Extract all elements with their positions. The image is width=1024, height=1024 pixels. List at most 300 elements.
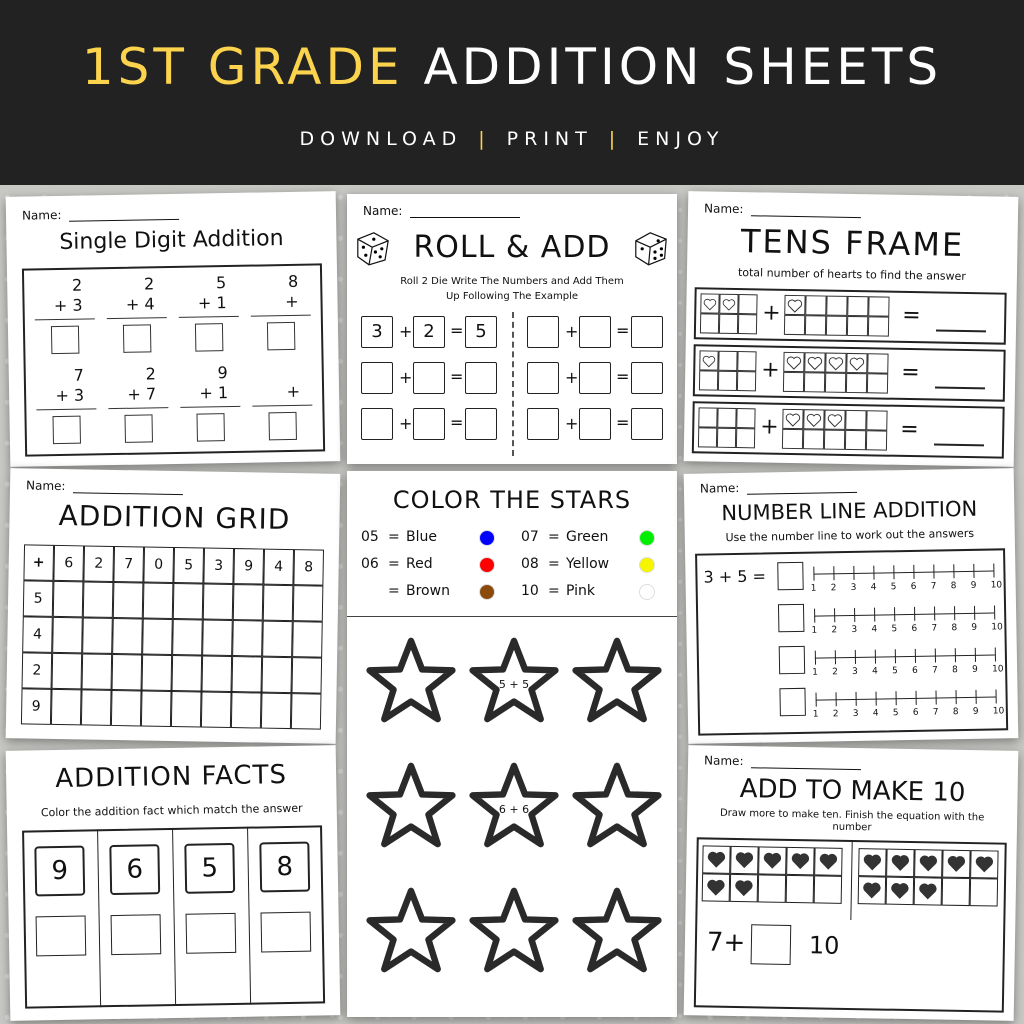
tick-label: 9 (972, 706, 979, 717)
banner-header (0, 0, 1024, 185)
tick-label: 2 (832, 709, 839, 720)
tick-label: 6 (912, 665, 918, 676)
plus-sign: + (565, 368, 579, 387)
tick-mark (895, 691, 896, 705)
answer-box[interactable] (124, 414, 152, 442)
worksheet-title: ADDITION FACTS (55, 759, 288, 795)
legend-color-name: Brown (406, 583, 450, 599)
star-shape[interactable] (468, 886, 560, 974)
frame-cell (866, 430, 887, 450)
star-shape[interactable] (365, 886, 457, 974)
answer-line[interactable] (934, 443, 984, 446)
tick-mark (995, 689, 996, 703)
name-field (22, 206, 180, 223)
star-shape[interactable] (468, 761, 560, 849)
number-line-axis (816, 696, 996, 700)
tick-mark (815, 651, 816, 665)
tagline-download: DOWNLOAD (299, 128, 463, 150)
plus-sign: + (760, 414, 779, 440)
tick-label: 1 (812, 709, 819, 720)
addend: + 4 (106, 294, 166, 319)
grid-header-cell: 9 (233, 548, 264, 585)
answer-box[interactable] (51, 326, 79, 354)
frame-cell (867, 353, 888, 373)
tick-label: 7 (931, 623, 938, 634)
grid-cell[interactable] (233, 584, 264, 621)
grid-cell[interactable] (291, 693, 322, 730)
grid-header-cell: 2 (83, 545, 114, 582)
tens-frame-row (692, 401, 1005, 458)
frame-cell (737, 371, 756, 391)
number-line (812, 686, 1005, 725)
frame-cell[interactable] (758, 874, 786, 902)
frame-cell[interactable] (702, 873, 730, 901)
answer-box[interactable] (195, 323, 223, 351)
grid-cell[interactable] (291, 657, 322, 694)
legend-color-name: Pink (566, 583, 596, 599)
answer-box[interactable] (527, 362, 559, 394)
tick-label: 1 (811, 625, 818, 636)
tick-mark (915, 649, 916, 663)
grid-cell[interactable] (232, 620, 263, 657)
frame-cell[interactable] (886, 877, 914, 905)
answer-box[interactable] (413, 408, 445, 440)
frame-cell (738, 314, 757, 334)
tens-frame-row (693, 344, 1006, 401)
equals-sign: = (901, 359, 920, 386)
star-shape[interactable] (468, 636, 560, 724)
tick-mark (894, 607, 895, 621)
frame-cell (718, 371, 737, 391)
answer-box[interactable] (631, 362, 663, 394)
addition-problem (252, 362, 313, 441)
frame-cell[interactable] (942, 878, 970, 906)
tick-mark (895, 649, 896, 663)
number-line-axis (814, 613, 994, 617)
answer-number-box: 8 (259, 842, 310, 893)
tick-label: 2 (831, 625, 838, 636)
addend: + (252, 382, 312, 407)
worksheet-add-to-make-10 (684, 745, 1019, 1021)
grid-header-cell: 2 (22, 652, 53, 689)
frame-cell[interactable] (970, 878, 998, 906)
frame-cell (719, 294, 738, 314)
name-field (700, 479, 858, 496)
grid-cell[interactable] (262, 657, 293, 694)
tick-mark (914, 607, 915, 621)
frame-cell (782, 429, 803, 449)
tick-label: 9 (970, 580, 977, 591)
ten-frame-left (699, 350, 757, 391)
grid-header-cell: 4 (263, 549, 294, 586)
frame-cell (736, 408, 755, 428)
grid-header-cell: 5 (173, 547, 204, 584)
tick-mark (834, 608, 835, 622)
equals-sign: = (902, 302, 921, 329)
grid-cell[interactable] (53, 581, 84, 618)
title-rest: ADDITION SHEETS (423, 38, 943, 96)
answer-box: 3 (361, 316, 393, 348)
equals-sign: = (900, 416, 919, 443)
name-field (704, 201, 862, 218)
addend: + 3 (36, 385, 96, 410)
tick-label: 3 (852, 666, 858, 677)
frame-cell (847, 316, 868, 336)
grid-cell[interactable] (263, 585, 294, 622)
addend: 7 (73, 365, 84, 385)
frame-cell (804, 372, 825, 392)
grid-cell[interactable] (82, 617, 113, 654)
frame-cell (866, 410, 887, 430)
answer-box[interactable] (777, 562, 803, 590)
name-label: Name: (699, 480, 740, 496)
grid-cell[interactable] (111, 690, 142, 727)
frame-cell (824, 410, 845, 430)
answer-box[interactable] (631, 316, 663, 348)
tick-label: 3 (851, 624, 858, 635)
grid-cell[interactable] (83, 581, 114, 618)
answer-box[interactable] (267, 322, 295, 350)
tick-mark (935, 649, 936, 663)
addition-problem (34, 275, 95, 354)
grid-cell[interactable] (171, 691, 202, 728)
worksheet-subtitle: Draw more to make ten. Finish the equation with the number (719, 807, 985, 834)
number-line-axis (813, 571, 993, 575)
answer-box[interactable] (779, 688, 805, 716)
frame-cell (699, 350, 718, 370)
equation-text: 7+ (706, 927, 746, 959)
answer-box[interactable] (779, 646, 805, 674)
frame-cell (846, 353, 867, 373)
worksheet-title: ADDITION GRID (58, 498, 291, 537)
equals-sign: = (450, 367, 464, 386)
tick-label: 10 (992, 664, 1004, 675)
frame-cell[interactable] (914, 877, 942, 905)
tick-mark (856, 692, 857, 706)
tick-label: 7 (932, 665, 938, 676)
frame-cell[interactable] (970, 850, 998, 878)
star-label: 6 + 6 (498, 803, 530, 816)
star-shape[interactable] (365, 636, 457, 724)
addition-problem (178, 273, 239, 352)
equals-sign: = (616, 321, 630, 340)
legend-equals: = (388, 556, 400, 572)
tick-mark (813, 567, 814, 581)
grid-header-cell: 9 (21, 688, 52, 725)
name-field (26, 478, 184, 495)
star-shape[interactable] (571, 761, 663, 849)
grid-header-cell: 5 (23, 580, 54, 617)
frame-cell (846, 373, 867, 393)
answer-box[interactable] (268, 412, 296, 440)
tick-label: 1 (812, 667, 818, 678)
frame-cell (700, 313, 719, 333)
legend-number: 10 (521, 583, 539, 599)
grid-cell[interactable] (51, 689, 82, 726)
tick-label: 8 (952, 707, 959, 718)
fact-box[interactable] (186, 913, 237, 954)
tick-mark (854, 608, 855, 622)
equals-sign: = (616, 367, 630, 386)
grid-cell[interactable] (203, 584, 234, 621)
worksheet-subtitle: Use the number line to work out the answers (725, 526, 975, 545)
frame-cell (698, 427, 717, 447)
answer-box[interactable] (53, 416, 81, 444)
ten-frame-left (700, 293, 758, 334)
tick-label: 5 (891, 624, 898, 635)
tick-mark (915, 691, 916, 705)
tick-label: 3 (852, 708, 859, 719)
frame-cell[interactable] (858, 876, 886, 904)
frame-cell (718, 351, 737, 371)
frame-cell (824, 430, 845, 450)
frame-cell (784, 315, 805, 335)
worksheet-addition-grid (6, 468, 341, 744)
tick-label: 7 (930, 581, 937, 592)
legend-equals: = (548, 529, 560, 545)
tick-label: 10 (991, 622, 1003, 633)
problem-text: 3 + 5 = (703, 566, 767, 587)
tick-label: 2 (830, 583, 837, 594)
star-shape[interactable] (571, 886, 663, 974)
tagline-print: PRINT (506, 128, 593, 150)
tens-frame-row (694, 287, 1007, 344)
answer-line[interactable] (936, 329, 986, 332)
name-label: Name: (363, 204, 403, 218)
tick-mark (873, 566, 874, 580)
plus-sign: + (761, 357, 780, 383)
answer-number-box: 5 (184, 843, 235, 894)
tick-mark (974, 606, 975, 620)
instruction-line-2: Up Following The Example (445, 291, 579, 302)
tick-label: 6 (911, 623, 918, 634)
answer-line[interactable] (935, 386, 985, 389)
legend-color-name: Green (566, 529, 609, 545)
frame-cell (698, 407, 717, 427)
tick-mark (913, 565, 914, 579)
grid-cell[interactable] (141, 690, 172, 727)
grid-header-cell: 0 (143, 546, 174, 583)
addition-problem (250, 272, 311, 351)
separator: | (478, 128, 491, 150)
legend-equals: = (548, 556, 560, 572)
frame-cell (868, 316, 889, 336)
tick-mark (874, 608, 875, 622)
separator: | (608, 128, 622, 150)
addition-problem (108, 364, 169, 443)
tick-mark (833, 566, 834, 580)
tagline (0, 128, 1024, 150)
addend: + (250, 292, 310, 317)
legend-number: 06 (361, 556, 379, 572)
frame-cell (804, 352, 825, 372)
tick-label: 9 (972, 664, 978, 675)
frame-cell (826, 316, 847, 336)
tick-mark (935, 691, 936, 705)
grid-cell[interactable] (173, 583, 204, 620)
fact-box[interactable] (36, 916, 87, 957)
answer-box[interactable] (123, 324, 151, 352)
tick-mark (973, 564, 974, 578)
answer-box[interactable] (465, 362, 497, 394)
grid-cell[interactable] (172, 619, 203, 656)
tick-mark (893, 565, 894, 579)
answer-box[interactable] (778, 604, 804, 632)
fact-box[interactable] (261, 912, 312, 953)
frame-cell[interactable] (786, 875, 814, 903)
legend-color-name: Blue (406, 529, 437, 545)
grid-cell[interactable] (232, 656, 263, 693)
grid-cell[interactable] (143, 582, 174, 619)
grid-header-cell: 4 (22, 616, 53, 653)
ten-frame-right (783, 352, 889, 394)
fact-box[interactable] (111, 914, 162, 955)
tick-mark (933, 565, 934, 579)
answer-box: 2 (413, 316, 445, 348)
tick-label: 5 (890, 582, 897, 593)
grid-cell[interactable] (52, 617, 83, 654)
frame-cell[interactable] (786, 847, 814, 875)
frame-cell (738, 294, 757, 314)
answer-box[interactable] (527, 316, 559, 348)
frame-cell[interactable] (758, 846, 786, 874)
addend: + 1 (178, 293, 238, 318)
grid-cell[interactable] (261, 693, 292, 730)
answer-box[interactable] (579, 316, 611, 348)
grid-cell[interactable] (82, 653, 113, 690)
tick-label: 5 (892, 666, 898, 677)
worksheet-instruction: total number of hearts to find the answer (737, 266, 967, 283)
grid-cell[interactable] (202, 620, 233, 657)
frame-cell[interactable] (730, 874, 758, 902)
tick-label: 10 (990, 580, 1003, 591)
frame-cell[interactable] (814, 847, 842, 875)
tick-mark (955, 690, 956, 704)
answer-box[interactable] (751, 924, 792, 965)
star-shape[interactable] (571, 636, 663, 724)
frame-cell (825, 353, 846, 373)
equals-sign: = (616, 413, 630, 432)
frame-cell (783, 372, 804, 392)
tick-label: 1 (810, 583, 817, 594)
divider (347, 616, 677, 617)
frame-cell (782, 409, 803, 429)
legend-equals: = (388, 583, 400, 599)
grid-cell[interactable] (231, 692, 262, 729)
grid-header-cell: 3 (203, 548, 234, 585)
worksheet-title: TENS FRAME (740, 222, 965, 264)
tick-mark (836, 692, 837, 706)
tick-label: 8 (952, 665, 958, 676)
frame-cell (717, 408, 736, 428)
grid-cell[interactable] (262, 621, 293, 658)
ten-frame-right (784, 295, 890, 337)
grid-cell[interactable] (112, 654, 143, 691)
frame-cell (737, 351, 756, 371)
tick-label: 7 (932, 707, 939, 718)
tick-label: 4 (870, 582, 877, 593)
frame-cell[interactable] (858, 848, 886, 876)
addend: + 1 (180, 383, 240, 408)
addition-problem (36, 365, 97, 444)
tick-label: 6 (910, 581, 917, 592)
grid-cell[interactable] (292, 621, 323, 658)
frame-cell (736, 428, 755, 448)
color-swatch (639, 557, 655, 573)
grid-cell[interactable] (142, 618, 173, 655)
name-label: Name: (25, 478, 66, 494)
grid-cell[interactable] (81, 689, 112, 726)
frame-cell[interactable] (942, 850, 970, 878)
title-highlight: 1ST GRADE (81, 38, 404, 96)
answer-box[interactable] (579, 408, 611, 440)
tick-label: 2 (832, 667, 838, 678)
grid-cell[interactable] (172, 655, 203, 692)
answer-number-box: 9 (34, 846, 85, 897)
answer-box[interactable] (631, 408, 663, 440)
ten-frame-left (698, 407, 756, 448)
frame-cell (825, 373, 846, 393)
addend: + 7 (108, 384, 168, 409)
star-shape[interactable] (365, 761, 457, 849)
addend: 8 (287, 271, 299, 291)
worksheet-tens-frame (684, 191, 1019, 467)
answer-box[interactable] (361, 362, 393, 394)
grid-cell[interactable] (293, 585, 324, 622)
plus-sign: + (399, 368, 413, 387)
tagline-enjoy: ENJOY (637, 128, 725, 150)
equals-sign: = (450, 321, 464, 340)
answer-box: 5 (465, 316, 497, 348)
grid-cell[interactable] (201, 692, 232, 729)
column-divider (512, 312, 514, 456)
frame-cell[interactable] (814, 875, 842, 903)
equation-result: 10 (808, 931, 840, 960)
frame-cell[interactable] (914, 849, 942, 877)
frame-cell (805, 315, 826, 335)
tick-label: 8 (950, 581, 957, 592)
number-line-axis (815, 654, 995, 658)
grid-cell[interactable] (113, 582, 144, 619)
frame-cell (699, 370, 718, 390)
frame-cell[interactable] (886, 849, 914, 877)
worksheet-title: NUMBER LINE ADDITION (721, 496, 978, 526)
answer-box[interactable] (465, 408, 497, 440)
frame-cell[interactable] (730, 846, 758, 874)
frame-cell (826, 296, 847, 316)
answer-box[interactable] (196, 413, 224, 441)
tick-label: 4 (872, 666, 878, 677)
answer-box[interactable] (361, 408, 393, 440)
legend-equals: = (548, 583, 560, 599)
grid-header-cell: 7 (113, 546, 144, 583)
grid-cell[interactable] (112, 618, 143, 655)
frame-cell[interactable] (702, 845, 730, 873)
tick-mark (835, 650, 836, 664)
grid-cell[interactable] (52, 653, 83, 690)
tick-label: 9 (971, 622, 978, 633)
worksheet-addition-facts (6, 745, 341, 1021)
grid-cell[interactable] (202, 656, 233, 693)
answer-box[interactable] (579, 362, 611, 394)
answer-box[interactable] (527, 408, 559, 440)
legend-number: 08 (521, 556, 539, 572)
tick-mark (953, 564, 954, 578)
answer-box[interactable] (413, 362, 445, 394)
tick-mark (975, 690, 976, 704)
frame-cell (783, 352, 804, 372)
grid-cell[interactable] (142, 654, 173, 691)
